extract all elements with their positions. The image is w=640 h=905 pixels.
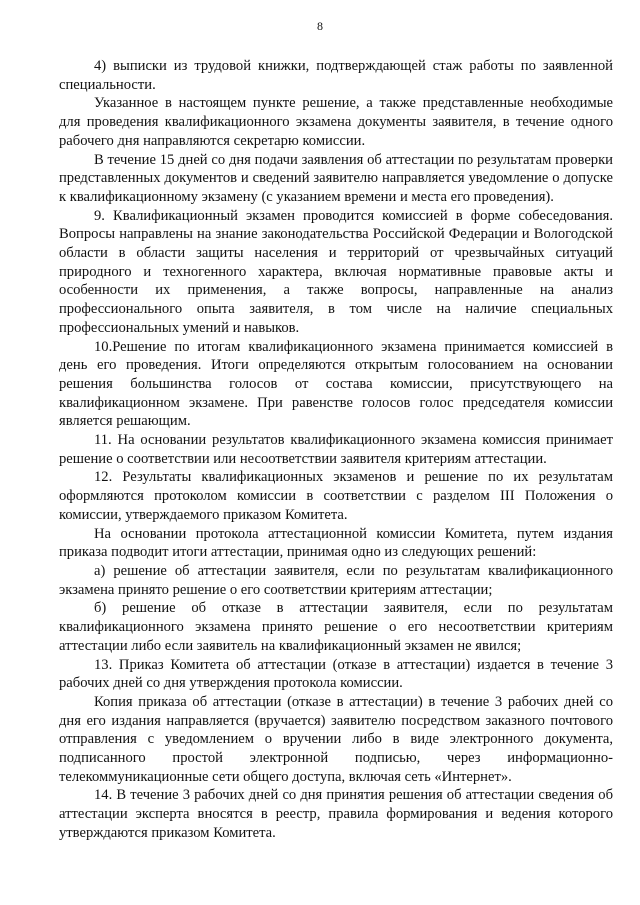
document-body bbox=[59, 57, 613, 843]
paragraph-10-exam-decision: 10.Решение по итогам квалификационного экзамена принимается комиссией в день его проведения. Итоги определяются открытым голосованием на основании решения большинства голосов от состава комиссии, присутствующего на квалификационном экзамене. При равенстве голосов голос председателя комиссии является решающим. bbox=[59, 338, 613, 430]
page-number: 8 bbox=[317, 19, 323, 33]
paragraph-admission-notice: В течение 15 дней со дня подачи заявления об аттестации по результатам проверки представленных документов и сведений заявителю направляется уведомление о допуске к квалификационному экзамену (с указанием времени и места его проведения). bbox=[59, 151, 613, 205]
paragraph-order-copy-delivery: Копия приказа об аттестации (отказе в аттестации) в течение 3 рабочих дней со дня его издания направляется (вручается) заявителю посредством заказного почтового отправления с уведомлением о вручении либо в виде электронного документа, подписанного простой электронной подписью, через информационно-телекоммуникационные сети общего доступа, включая сеть «Интернет». bbox=[59, 693, 613, 785]
paragraph-decision-a: а) решение об аттестации заявителя, если по результатам квалификационного экзамена принято решение о его соответствии критериям аттестации; bbox=[59, 562, 613, 598]
paragraph-order-results: На основании протокола аттестационной комиссии Комитета, путем издания приказа подводит итоги аттестации, принимая одно из следующих решений: bbox=[59, 525, 613, 561]
paragraph-14-registry: 14. В течение 3 рабочих дней со дня принятия решения об аттестации сведения об аттестации эксперта вносятся в реестр, правила формирования и ведения которого утверждаются приказом Комитета. bbox=[59, 787, 613, 841]
paragraph-9-exam-interview: 9. Квалификационный экзамен проводится комиссией в форме собеседования. Вопросы направлены на знание законодательства Российской Федерации и Вологодской области в области защиты населения и территорий от чрезвычайных ситуаций природного и техногенного характера, включая нормативные правовые акты и особенности их применения, а также вопросы, направленные на анализ профессионального опыта заявителя, в том числе на наличие специальных профессиональных умений и навыков. bbox=[59, 207, 613, 336]
paragraph-decision-forwarding: Указанное в настоящем пункте решение, а также представленные необходимые для проведения квалификационного экзамена документы заявителя, в течение одного рабочего дня направляются секретарю комиссии. bbox=[59, 95, 613, 149]
paragraph-12-exam-protocol: 12. Результаты квалификационных экзаменов и решение по их результатам оформляются протоколом комиссии в соответствии с разделом III Положения о комиссии, утверждаемого приказом Комитета. bbox=[59, 469, 613, 523]
paragraph-13-order-issue: 13. Приказ Комитета об аттестации (отказе в аттестации) издается в течение 3 рабочих дней со дня утверждения протокола комиссии. bbox=[59, 656, 613, 692]
paragraph-decision-b: б) решение об отказе в аттестации заявителя, если по результатам квалификационного экзамена принято решение о его несоответствии критериям аттестации либо если заявитель на квалификационный экзамен не явился; bbox=[59, 600, 613, 654]
paragraph-11-compliance-decision: 11. На основании результатов квалификационного экзамена комиссия принимает решение о соответствии или несоответствии заявителя критериям аттестации. bbox=[59, 432, 613, 467]
paragraph-item-4-employment-record: 4) выписки из трудовой книжки, подтверждающей стаж работы по заявленной специальности. bbox=[59, 58, 613, 93]
